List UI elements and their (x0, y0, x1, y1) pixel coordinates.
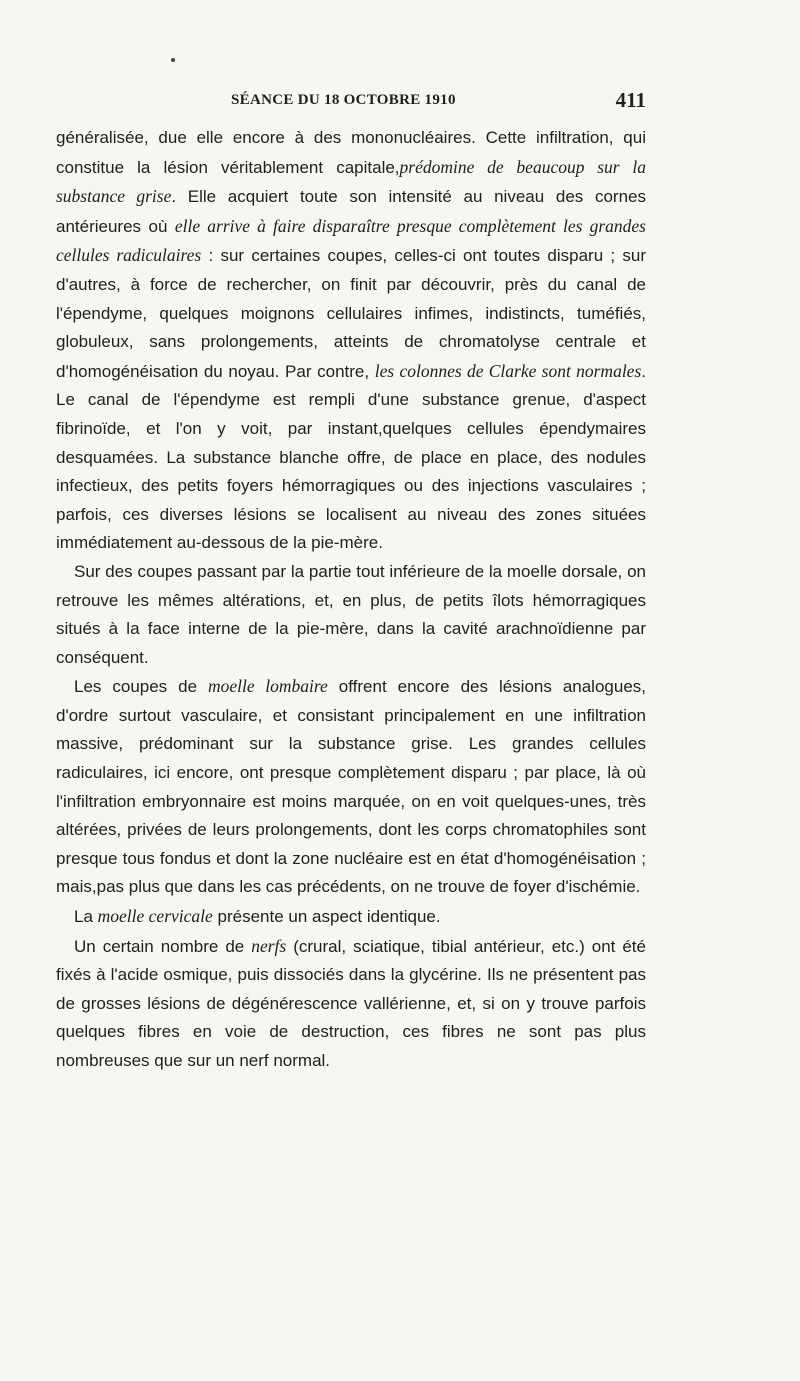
italic-run: nerfs (251, 935, 287, 956)
paragraph-2: Sur des coupes passant par la partie tout inférieure de la moelle dorsale, on retrouve les mêmes altérations, et, en plus, de petits îlots hémorragiques situés à la face interne de la pie-mère, dans la cavité arachnoïdienne par conséquent. (56, 561, 646, 667)
text-run: . Elle acquiert toute son intensité au niveau des cornes antérieures où (56, 187, 646, 236)
text-run: Les coupes de (74, 677, 209, 697)
text-run: (crural, sciatique, tibial antérieur, etc.) ont été fixés à l'acide osmique, puis dissociés dans la glycérine. Ils ne présentent pas de grosses lésions de dégénérescence vallérienne, et, si on y trouve parfois quelques fibres en voie de destruction, ces fibres ne sont pas plus nombreuses que sur un nerf normal. (56, 936, 646, 1070)
paragraph-5 (56, 932, 646, 1076)
italic-run: prédomine de beaucoup sur la substance grise (56, 156, 646, 207)
paragraph-4 (56, 902, 646, 932)
italic-run: moelle lombaire (208, 676, 328, 697)
italic-run: moelle cervicale (97, 906, 213, 927)
text-run: Un certain nombre de (74, 936, 252, 956)
text-run: La (74, 907, 98, 927)
italic-run: elle arrive à faire disparaître presque complètement les grandes cellules radiculaires (56, 215, 646, 266)
page-number: 411 (615, 88, 646, 112)
paragraph-3 (56, 672, 646, 902)
running-head (56, 88, 652, 116)
text-run: présente un aspect identique. (212, 907, 441, 927)
text-run: . Le canal de l'épendyme est rempli d'une substance grenue, d'aspect fibrinoïde, et l'on y voit, par instant,quelques cellules épendymaires desquamées. La substance blanche offre, de place en place, des nodules infectieux, des petits foyers hémorragiques ou des injections vasculaires ; parfois, ces diverses lésions se localisent au niveau des zones situées immédiatement au-dessous de la pie-mère. (56, 361, 646, 553)
running-title: SÉANCE DU 18 OCTOBRE 1910 (231, 92, 456, 108)
text-run: : sur certaines coupes, celles-ci ont toutes disparu ; sur d'autres, à force de rechercher, on finit par découvrir, près du canal de l'épendyme, quelques moignons cellulaires infimes, indistincts, tuméfiés, globuleux, sans prolongements, atteints de chromatolyse centrale et d'homogénéisation du noyau. Par contre, (56, 246, 646, 381)
paragraph-1 (56, 124, 646, 558)
text-run: généralisée, due elle encore à des mononucléaires. Cette infiltration, qui constitue la lésion véritablement capitale, (56, 128, 646, 177)
italic-run: les colonnes de Clarke sont normales (374, 360, 642, 381)
ink-speck (171, 58, 175, 62)
body-text (56, 124, 646, 1076)
text-run: offrent encore des lésions analogues, d'ordre surtout vasculaire, et consistant principalement en une infiltration massive, prédominant sur la substance grise. Les grandes cellules radiculaires, ici encore, ont presque complètement disparu ; par place, là où l'infiltration embryonnaire est moins marquée, on en voit quelques-unes, très altérées, privées de leurs prolongements, dont les corps chromatophiles sont presque tous fondus et dont la zone nucléaire est en état d'homogénéisation ; mais,pas plus que dans les cas précédents, on ne trouve de foyer d'ischémie. (56, 677, 646, 897)
